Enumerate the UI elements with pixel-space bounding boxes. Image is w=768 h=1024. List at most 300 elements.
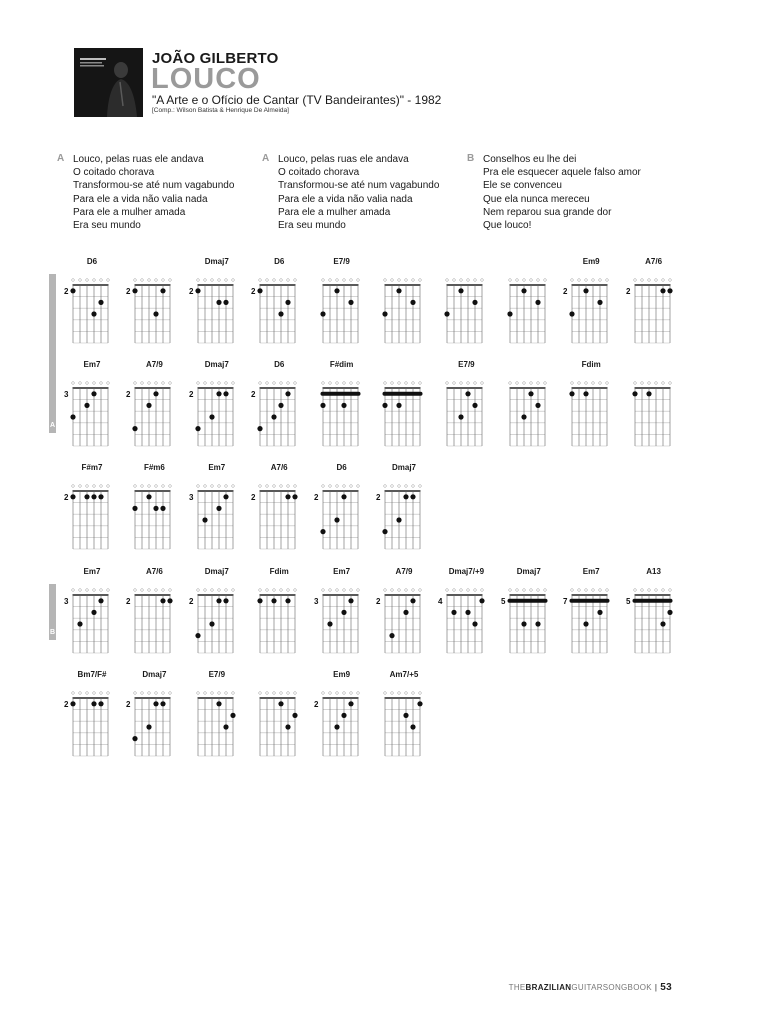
finger-dot [230,713,235,718]
finger-dot [341,494,346,499]
finger-dot [410,494,415,499]
string-marker [134,279,137,282]
composer-credit: [Comp.: Wilson Batista & Henrique De Almeida] [152,107,289,114]
string-marker [391,485,394,488]
string-marker [453,589,456,592]
chord-diagram [497,257,561,352]
chord-diagram [310,567,374,662]
string-marker [93,589,96,592]
finger-dot [480,598,485,603]
finger-dot [161,506,166,511]
string-marker [606,382,609,385]
finger-dot [327,621,332,626]
string-marker [287,589,290,592]
string-marker [508,382,511,385]
finger-dot [293,713,298,718]
string-marker [280,589,283,592]
chord-diagram [372,567,436,662]
finger-dot [528,391,533,396]
string-marker [155,692,158,695]
string-marker [266,485,269,488]
string-marker [384,382,387,385]
string-marker [273,279,276,282]
string-marker [592,589,595,592]
chord-grid [622,267,686,352]
finger-dot [216,701,221,706]
string-marker [155,485,158,488]
chord-name: F#m7 [81,463,103,472]
lyric-line: Era seu mundo [278,220,346,232]
section-marker-bar [49,274,56,433]
album-cover-image [74,48,143,117]
finger-dot [168,598,173,603]
footer-suffix: SONGBOOK [602,983,652,992]
chord-name: F#dim [329,360,354,369]
fret-number: 3 [64,596,69,606]
string-marker [86,692,89,695]
string-marker [203,279,206,282]
string-marker [460,279,463,282]
finger-dot [70,414,75,419]
string-marker [196,589,199,592]
string-marker [321,692,324,695]
string-marker [224,279,227,282]
string-marker [294,692,297,695]
string-marker [398,485,401,488]
string-marker [356,692,359,695]
string-marker [529,589,532,592]
chord-grid [247,370,311,455]
chord-name: D6 [274,360,285,369]
chord-grid [434,370,498,455]
string-marker [203,382,206,385]
lyric-line: O coitado chorava [278,167,360,179]
string-marker [259,279,262,282]
chord-diagram [185,257,249,352]
fret-number: 2 [376,596,381,606]
finger-dot [154,701,159,706]
finger-dot [535,621,540,626]
chord-grid [60,680,124,765]
finger-dot [209,621,214,626]
string-marker [93,279,96,282]
chord-grid [372,370,436,455]
chord-grid [559,370,623,455]
finger-dot [521,414,526,419]
finger-dot [396,288,401,293]
lyrics-column-2 [262,153,440,232]
string-marker [606,279,609,282]
finger-dot [84,403,89,408]
finger-dot [286,300,291,305]
finger-dot [410,724,415,729]
chord-name: Bm7/F# [77,670,107,679]
chord-name: A7/6 [645,257,663,266]
chord-name: Em7 [83,360,101,369]
finger-dot [195,633,200,638]
chord-name: A7/6 [270,463,288,472]
string-marker [224,485,227,488]
string-marker [647,279,650,282]
chord-grid [247,267,311,352]
fret-number: 2 [313,699,319,709]
string-marker [342,279,345,282]
string-marker [280,692,283,695]
chord-diagram [247,463,311,558]
string-marker [217,692,220,695]
chord-grid [372,267,436,352]
string-marker [210,279,213,282]
string-marker [335,382,338,385]
finger-dot [660,288,665,293]
chord-grid [60,370,124,455]
string-marker [231,382,234,385]
string-marker [398,589,401,592]
string-marker [384,485,387,488]
string-marker [100,279,103,282]
string-marker [321,382,324,385]
string-marker [342,382,345,385]
finger-dot [382,529,387,534]
finger-dot [535,403,540,408]
section-tag: A [57,153,65,164]
string-marker [162,279,165,282]
finger-dot [195,426,200,431]
finger-dot [348,300,353,305]
string-marker [79,382,82,385]
string-marker [398,382,401,385]
finger-dot [403,494,408,499]
chord-diagram [247,567,311,662]
chord-name: Dmaj7 [142,670,167,679]
finger-dot [584,621,589,626]
string-marker [273,485,276,488]
string-marker [141,589,144,592]
string-marker [515,382,518,385]
string-marker [93,382,96,385]
chord-grid [622,577,686,662]
finger-dot [507,311,512,316]
chord-name: Dmaj7 [516,567,541,576]
string-marker [107,589,110,592]
string-marker [668,279,671,282]
fret-number: 2 [64,286,69,296]
finger-dot [272,598,277,603]
finger-dot [584,288,589,293]
string-marker [446,279,449,282]
finger-dot [667,610,672,615]
finger-dot [632,391,637,396]
fret-number: 2 [126,389,131,399]
chord-grid [497,577,561,662]
chord-grid [60,577,124,662]
string-marker [460,589,463,592]
string-marker [328,692,331,695]
chord-grid [310,473,374,558]
finger-dot [147,403,152,408]
finger-dot [535,300,540,305]
chord-grid [434,267,498,352]
lyric-line: Transformou-se até num vagabundo [278,180,440,192]
string-marker [148,485,151,488]
chord-name: Em9 [582,257,600,266]
string-marker [529,279,532,282]
finger-dot [320,403,325,408]
string-marker [536,279,539,282]
string-marker [335,589,338,592]
finger-dot [584,391,589,396]
string-marker [640,589,643,592]
chord-diagram [559,360,623,455]
string-marker [419,589,422,592]
string-marker [647,589,650,592]
string-marker [321,279,324,282]
chord-name: E7/9 [458,360,475,369]
finger-dot [216,391,221,396]
chord-diagram [247,257,311,352]
chord-name: Em7 [83,567,101,576]
string-marker [654,589,657,592]
string-marker [169,382,172,385]
section-marker-label: A [49,422,56,429]
string-marker [522,279,525,282]
chord-grid [122,473,186,558]
string-marker [342,692,345,695]
finger-dot [161,288,166,293]
finger-dot [216,598,221,603]
string-marker [72,485,75,488]
finger-dot [209,414,214,419]
string-marker [162,382,165,385]
string-marker [231,279,234,282]
string-marker [100,692,103,695]
finger-dot [473,300,478,305]
string-marker [481,279,484,282]
string-marker [196,692,199,695]
chord-name: Dmaj7 [204,257,229,266]
chord-name: E7/9 [333,257,350,266]
chord-diagram [372,360,436,455]
fret-number: 5 [500,596,506,606]
chord-diagram [372,463,436,558]
chord-diagram [372,257,436,352]
string-marker [349,589,352,592]
string-marker [349,279,352,282]
string-marker [585,279,588,282]
string-marker [224,589,227,592]
string-marker [162,692,165,695]
string-marker [453,279,456,282]
chord-grid [185,370,249,455]
string-marker [231,589,234,592]
string-marker [72,279,75,282]
string-marker [217,382,220,385]
finger-dot [348,701,353,706]
string-marker [405,589,408,592]
string-marker [668,589,671,592]
lyric-line: Para ele a mulher amada [278,206,391,218]
string-marker [467,382,470,385]
string-marker [72,692,75,695]
finger-dot [279,701,284,706]
string-marker [391,382,394,385]
chord-name: A13 [646,567,661,576]
chord-diagram [185,463,249,558]
string-marker [522,382,525,385]
finger-dot [133,426,138,431]
chord-diagram [372,670,436,765]
string-marker [412,279,415,282]
string-marker [640,279,643,282]
string-marker [287,382,290,385]
footer-middle: GUITAR [571,983,603,992]
finger-dot [84,494,89,499]
fret-number: 2 [251,286,256,296]
string-marker [571,589,574,592]
fret-number: 2 [563,286,568,296]
string-marker [280,279,283,282]
string-marker [633,589,636,592]
string-marker [169,279,172,282]
string-marker [668,382,671,385]
finger-dot [154,506,159,511]
song-title: LOUCO [151,63,261,95]
chord-grid [122,267,186,352]
chord-grid [559,577,623,662]
string-marker [134,692,137,695]
string-marker [100,589,103,592]
finger-dot [98,494,103,499]
string-marker [419,692,422,695]
finger-dot [598,610,603,615]
finger-dot [473,403,478,408]
string-marker [148,279,151,282]
finger-dot [646,391,651,396]
string-marker [141,485,144,488]
string-marker [259,589,262,592]
chord-name: Fdim [581,360,601,369]
string-marker [224,382,227,385]
chord-diagram [559,257,623,352]
string-marker [134,589,137,592]
string-marker [405,382,408,385]
chord-diagram [622,360,686,455]
finger-dot [195,288,200,293]
chord-diagram [434,567,498,662]
finger-dot [417,701,422,706]
lyric-line: Que ela nunca mereceu [483,193,590,205]
chord-diagram [497,567,561,662]
finger-dot [70,288,75,293]
fret-number: 4 [438,596,443,606]
finger-dot [521,621,526,626]
fret-number: 7 [563,596,568,606]
lyric-line: Louco, pelas ruas ele andava [278,154,409,165]
string-marker [259,382,262,385]
finger-dot [98,598,103,603]
string-marker [203,692,206,695]
string-marker [640,382,643,385]
chord-grid [185,267,249,352]
chord-name: E7/9 [208,670,226,679]
string-marker [79,589,82,592]
string-marker [79,485,82,488]
string-marker [79,692,82,695]
string-marker [453,382,456,385]
chord-name: Em7 [582,567,600,576]
artist-name: JOÃO GILBERTO [152,50,279,67]
chord-name: D6 [274,257,285,266]
string-marker [155,382,158,385]
chord-diagram [434,257,498,352]
chord-diagram [559,567,623,662]
string-marker [654,382,657,385]
finger-dot [341,713,346,718]
string-marker [543,589,546,592]
chord-name: Dmaj7/+9 [448,567,485,576]
finger-dot [279,403,284,408]
string-marker [72,382,75,385]
chord-grid [559,267,623,352]
string-marker [356,279,359,282]
barre-bar [383,392,423,396]
finger-dot [98,300,103,305]
finger-dot [396,403,401,408]
finger-dot [570,391,575,396]
fret-number: 2 [251,389,256,399]
string-marker [398,279,401,282]
string-marker [280,382,283,385]
string-marker [141,279,144,282]
fret-number: 3 [313,596,319,606]
string-marker [155,589,158,592]
string-marker [335,692,338,695]
string-marker [599,589,602,592]
chord-grid [372,680,436,765]
string-marker [294,589,297,592]
string-marker [661,382,664,385]
lyric-line: Que louco! [483,220,532,232]
finger-dot [660,621,665,626]
chord-name: D6 [86,257,98,266]
string-marker [606,589,609,592]
finger-dot [348,598,353,603]
finger-dot [382,311,387,316]
string-marker [654,279,657,282]
finger-dot [667,288,672,293]
finger-dot [91,610,96,615]
chord-name: Dmaj7 [204,360,229,369]
string-marker [210,692,213,695]
finger-dot [272,414,277,419]
chord-grid [122,680,186,765]
string-marker [217,589,220,592]
finger-dot [223,300,228,305]
string-marker [412,589,415,592]
string-marker [529,382,532,385]
finger-dot [133,288,138,293]
chord-grid [372,473,436,558]
string-marker [412,382,415,385]
barre-bar [632,599,672,603]
chord-diagram [310,670,374,765]
chord-name: D6 [336,463,347,472]
fret-number: 2 [64,492,69,502]
chord-grid [310,680,374,765]
string-marker [162,589,165,592]
album-subtitle: "A Arte e o Ofício de Cantar (TV Bandeirantes)" - 1982 [152,93,442,107]
string-marker [384,692,387,695]
